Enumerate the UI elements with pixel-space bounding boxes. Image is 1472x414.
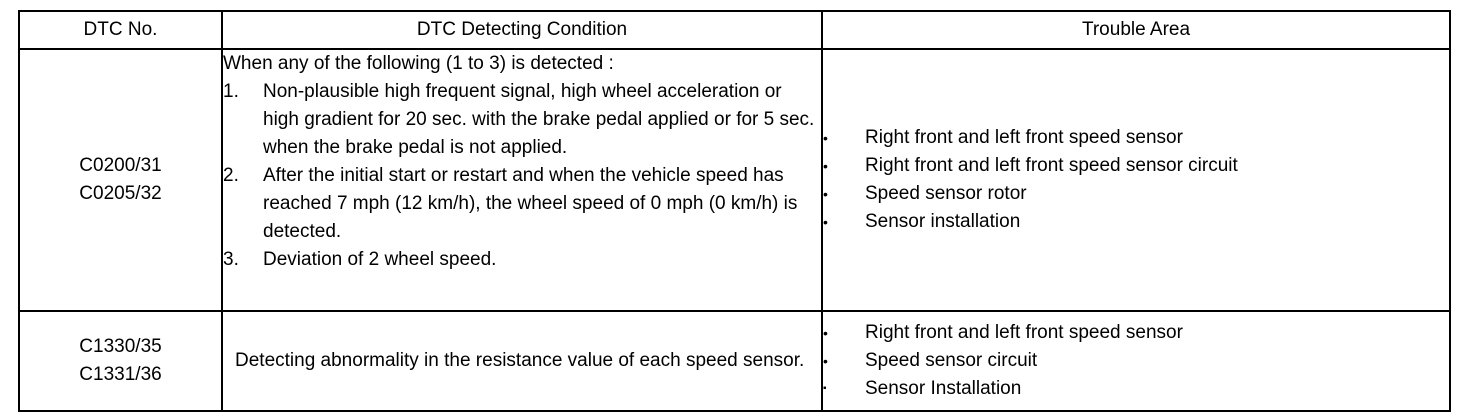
header-row [19,11,1450,49]
trouble-area-text: Sensor Installation [865,378,1022,399]
trouble-area-text: Right front and left front speed sensor [865,127,1183,148]
trouble-area-text: Right front and left front speed sensor [865,322,1183,343]
trouble-area-list [823,124,1449,236]
list-item [823,347,1449,375]
bullet-icon: • [823,186,828,202]
trouble-area-cell [822,49,1450,311]
dtc-code: C0200/31 [79,155,162,176]
condition-text: Detecting abnormality in the resistance value of each speed sensor. [235,350,805,371]
step-number: 1. [223,81,239,102]
bullet-icon: • [823,130,828,146]
trouble-area-text: Right front and left front speed sensor circuit [865,155,1238,176]
dtc-code: C1331/36 [79,364,162,385]
list-item [823,319,1449,347]
condition-step [223,162,821,246]
dtc-code: C1330/35 [79,336,162,357]
condition-steps [223,78,821,274]
header-trouble-area: Trouble Area [822,11,1450,49]
trouble-area-text: Speed sensor circuit [865,350,1038,371]
step-number: 2. [223,165,239,186]
dtc-table [18,10,1451,412]
condition-cell [222,311,822,411]
square-bullet-icon: ▪ [823,383,827,394]
dtc-code-cell [19,311,222,411]
bullet-icon: • [823,325,828,341]
condition-intro: When any of the following (1 to 3) is detected : [223,53,614,74]
trouble-area-cell [822,311,1450,411]
trouble-area-list [823,319,1449,403]
list-item [823,180,1449,208]
trouble-area-text: Speed sensor rotor [865,183,1027,204]
list-item [823,375,1449,403]
table-row [19,49,1450,311]
header-dtc-no: DTC No. [19,11,222,49]
dtc-code: C0205/32 [79,183,162,204]
step-text: Deviation of 2 wheel speed. [263,249,497,270]
trouble-area-text: Sensor installation [865,211,1021,232]
table-row [19,311,1450,411]
header-condition: DTC Detecting Condition [222,11,822,49]
list-item [823,208,1449,236]
condition-step [223,78,821,162]
bullet-icon: • [823,353,828,369]
list-item [823,124,1449,152]
bullet-icon: • [823,214,828,230]
step-text: After the initial start or restart and when the vehicle speed has reached 7 mph (12 km/h), the wheel speed of 0 mph (0 km/h) is detected. [263,165,798,242]
condition-cell [222,49,822,311]
condition-step [223,246,821,274]
bullet-icon: • [823,158,828,174]
step-text: Non-plausible high frequent signal, high wheel acceleration or high gradient for 20 sec. with the brake pedal applied or for 5 sec. when the brake pedal is not applied. [263,81,815,158]
step-number: 3. [223,249,239,270]
dtc-code-cell [19,49,222,311]
list-item [823,152,1449,180]
